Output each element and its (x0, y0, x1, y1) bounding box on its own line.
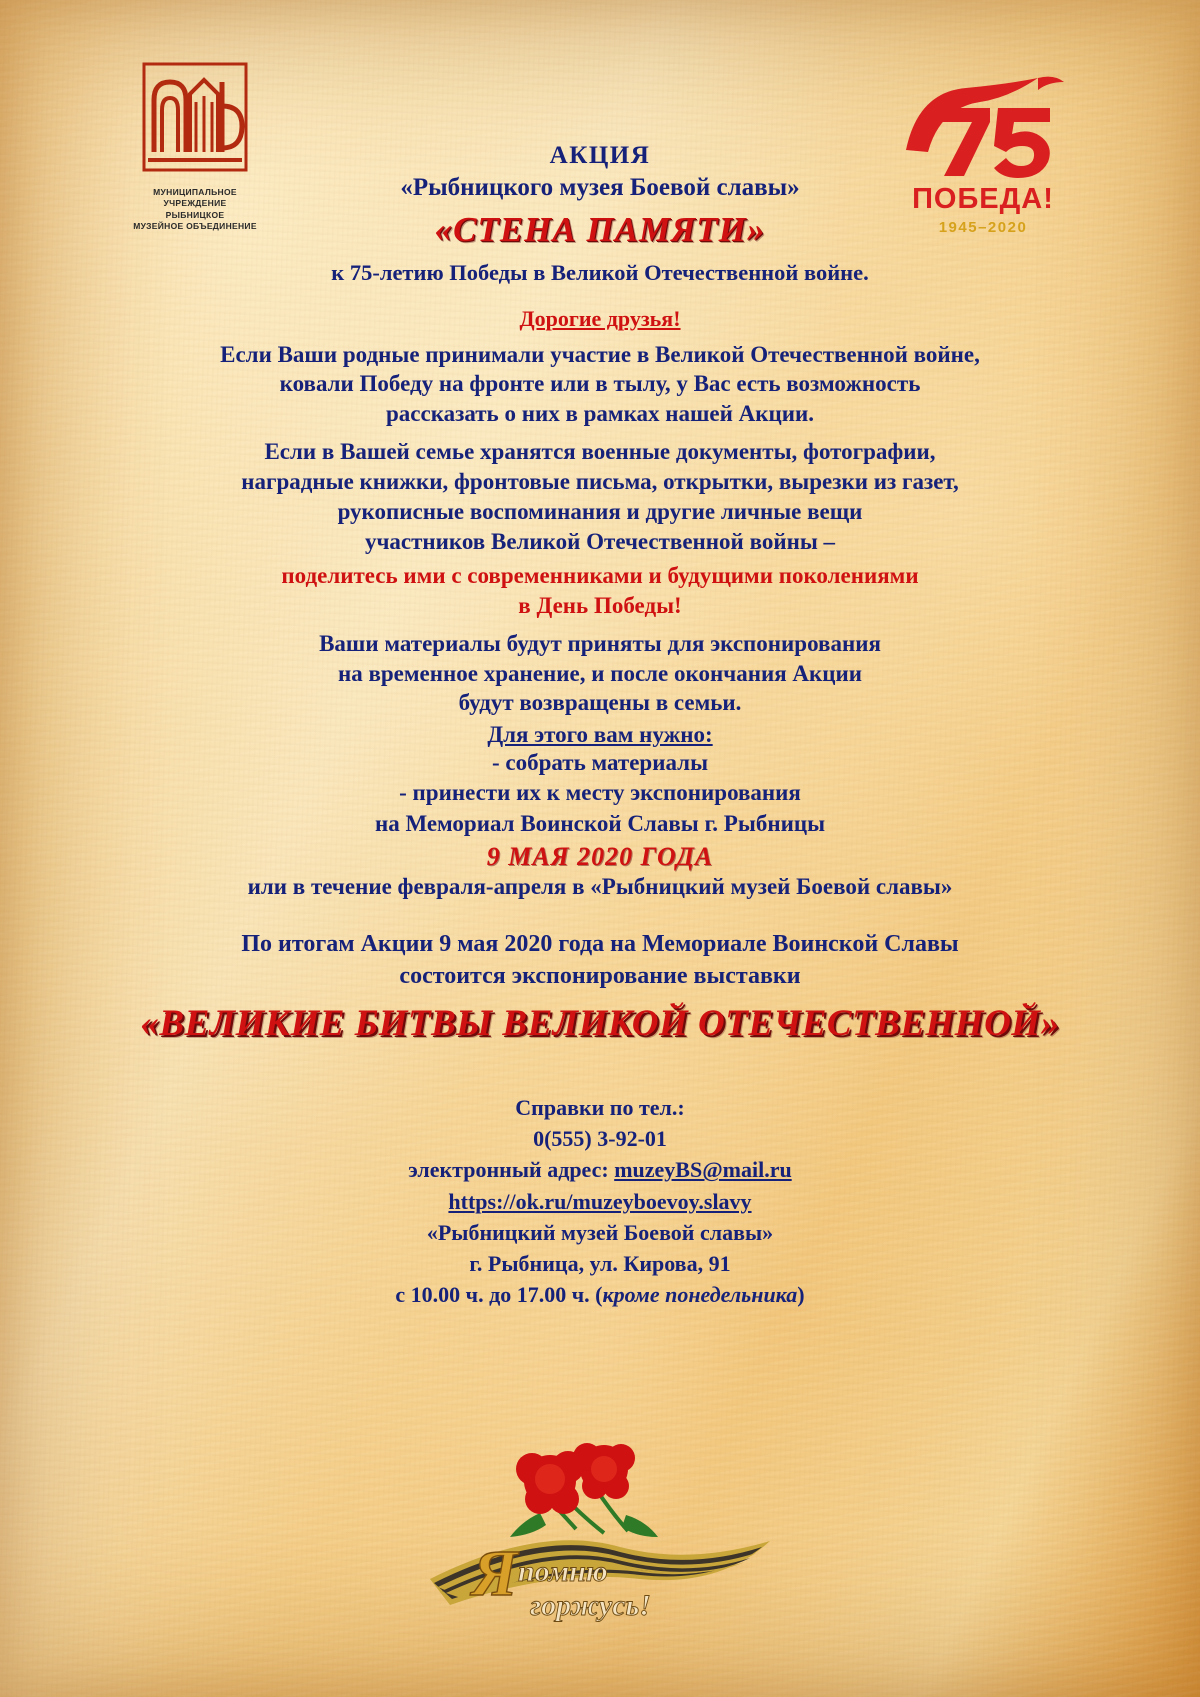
instructions-title: Для этого вам нужно: (487, 722, 713, 747)
paragraph-1-line-3: рассказать о них в рамках нашей Акции. (385, 401, 814, 427)
exhibition-line-1: По итогам Акции 9 мая 2020 года на Мемориале Воинской Славы (241, 931, 959, 957)
instructions-block (70, 722, 1130, 902)
instructions-date: 9 МАЯ 2020 ГОДА (486, 842, 714, 872)
paragraph-3-line-2: в День Победы! (518, 592, 682, 618)
contacts-address: г. Рыбница, ул. Кирова, 91 (469, 1251, 731, 1277)
emblem-word-proud: горжусь! (530, 1589, 651, 1622)
carnation-ribbon-icon (390, 1429, 810, 1629)
salutation: Дорогие друзья! (519, 306, 681, 331)
instructions-item-2: - принести их к месту экспонирования (399, 780, 801, 806)
poster-heading (0, 142, 1200, 286)
paragraph-2-line-4: участников Великой Отечественной войны – (364, 528, 836, 554)
heading-wall-of-memory: «СТЕНА ПАМЯТИ» (434, 210, 766, 249)
victory-years: 1945–2020 (938, 219, 1028, 236)
museum-logo-caption-line2: РЫБНИЦКОЕ (165, 209, 225, 220)
paragraph-1-line-2: ковали Победу на фронте или в тылу, у Вас есть возможность (279, 371, 921, 397)
contacts-email-label: электронный адрес: (408, 1157, 609, 1183)
contacts-organization: «Рыбницкий музей Боевой славы» (426, 1219, 774, 1245)
heading-anniversary: к 75-летию Победы в Великой Отечественной войне. (331, 260, 869, 285)
paragraph-2-line-1: Если в Вашей семье хранятся военные документы, фотографии, (264, 439, 936, 465)
contacts-site-link[interactable]: https://ok.ru/muzeyboevoy.slavy (448, 1188, 752, 1214)
instructions-alternative: или в течение февраля-апреля в «Рыбницкий музей Боевой славы» (247, 874, 953, 900)
contacts-phone-label: Справки по тел.: (515, 1095, 685, 1120)
contacts-phone-number: 0(555) 3-92-01 (533, 1126, 667, 1152)
poster-body (70, 305, 1130, 718)
heading-museum: «Рыбницкого музея Боевой славы» (400, 174, 800, 201)
contacts-hours (0, 1279, 1200, 1310)
instructions-item-1: - собрать материалы (491, 750, 709, 775)
exhibition-line-2: состоится экспонирование выставки (399, 963, 801, 990)
museum-logo-caption-line3: МУЗЕЙНОЕ ОБЪЕДИНЕНИЕ (133, 221, 257, 232)
contacts-hours-suffix: ) (797, 1282, 805, 1308)
paragraph-3-line-1: поделитесь ими с современниками и будущими поколениями (281, 562, 919, 588)
remember-proud-emblem (390, 1429, 810, 1629)
emblem-letter-ya: Я (472, 1537, 518, 1610)
contacts-block (0, 1092, 1200, 1311)
exhibition-block (40, 928, 1160, 1045)
paragraph-4-line-2: на временное хранение, и после окончания Акции (337, 660, 863, 686)
contacts-email-row (0, 1154, 1200, 1185)
paragraph-2-line-2: наградные книжки, фронтовые письма, открытки, вырезки из газет, (241, 469, 959, 495)
heading-action: АКЦИЯ (549, 142, 651, 169)
paragraph-2-line-3: рукописные воспоминания и другие личные вещи (337, 499, 863, 525)
emblem-word-remember: помню (518, 1555, 608, 1588)
contacts-hours-note: кроме понедельника (602, 1282, 798, 1308)
victory-word: ПОБЕДА! (912, 183, 1054, 215)
exhibition-title: «ВЕЛИКИЕ БИТВЫ ВЕЛИКОЙ ОТЕЧЕСТВЕННОЙ» (140, 1002, 1060, 1044)
paragraph-4-line-1: Ваши материалы будут приняты для экспонирования (319, 630, 881, 656)
contacts-hours-prefix: с 10.00 ч. до 17.00 ч. ( (395, 1282, 603, 1308)
paragraph-4-line-3: будут возвращены в семьи. (458, 690, 742, 716)
instructions-item-3: на Мемориал Воинской Славы г. Рыбницы (374, 810, 826, 836)
museum-logo-caption-line1: МУНИЦИПАЛЬНОЕ УЧРЕЖДЕНИЕ (153, 187, 237, 209)
contacts-email-link[interactable]: muzeyBS@mail.ru (614, 1157, 792, 1183)
paragraph-1-line-1: Если Ваши родные принимали участие в Великой Отечественной войне, (220, 341, 980, 367)
